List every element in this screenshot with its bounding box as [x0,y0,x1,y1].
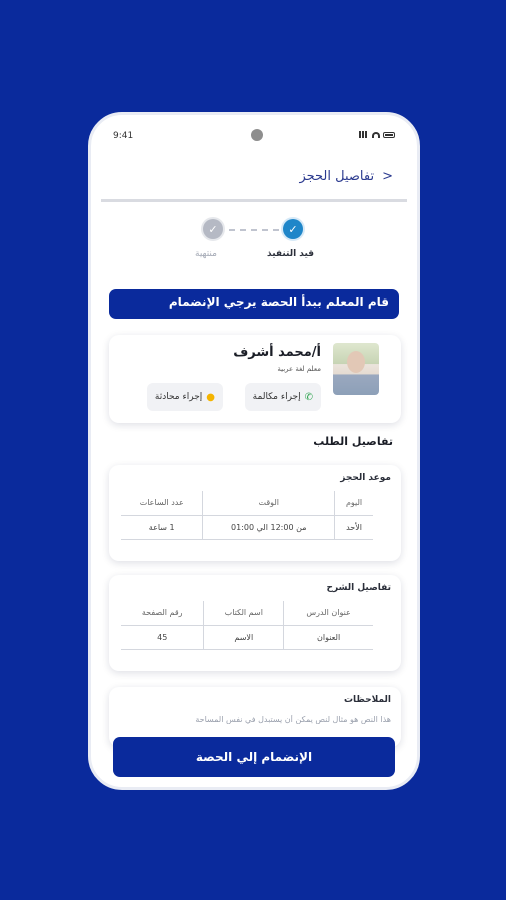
notes-card-title: الملاحظات [343,695,391,705]
table-cell: عدد الساعات [121,491,203,515]
wifi-icon [372,132,380,138]
progress-stepper [191,219,331,269]
table-cell: رقم الصفحة [121,601,204,625]
table-cell: الاسم [204,625,284,649]
booking-table [121,491,373,540]
table-cell: العنوان [284,625,373,649]
header-divider [101,199,407,202]
chat-button[interactable] [147,383,223,411]
request-details-title: تفاصيل الطلب [313,435,393,448]
back-button[interactable] [299,169,393,184]
phone-icon: ✆ [304,391,313,403]
step-active-check-icon: ✓ [283,219,303,239]
table-cell: اسم الكتاب [204,601,284,625]
table-header-row [121,601,373,625]
teacher-avatar [333,343,379,395]
step-done-label: منتهية [195,249,217,259]
step-connector [229,229,279,231]
table-row [121,625,373,649]
chat-bubble-icon: ● [206,391,215,403]
teacher-subject: معلم لغة عربية [277,365,321,373]
table-cell: 1 ساعة [121,515,203,539]
battery-icon [383,132,395,138]
table-cell: اليوم [335,491,373,515]
status-time: 9:41 [113,131,134,141]
booking-card-title: موعد الحجز [340,473,391,483]
table-row [121,515,373,539]
chat-button-label: إجراء محادثة [154,392,203,402]
table-header-row [121,491,373,515]
lesson-table [121,601,373,650]
camera-icon [251,129,263,141]
table-cell: الوقت [203,491,335,515]
step-active-label: قيد التنفيذ [267,249,315,259]
page-title: تفاصيل الحجز [299,169,375,184]
booking-card [109,465,401,561]
notes-text: هذا النص هو مثال لنص يمكن أن يستبدل في نفس المساحة [195,715,391,724]
table-cell: من 12:00 الي 01:00 [203,515,335,539]
call-button-label: إجراء مكالمة [252,392,301,402]
status-bar [91,125,417,145]
app-header [91,159,417,199]
lesson-card [109,575,401,671]
chevron-back-icon: < [382,169,393,184]
call-button[interactable] [245,383,321,411]
table-cell: الأحد [335,515,373,539]
signal-icon [359,131,369,138]
table-cell: 45 [121,625,204,649]
teacher-card [109,335,401,423]
table-cell: عنوان الدرس [284,601,373,625]
lesson-card-title: تفاصيل الشرح [326,583,391,593]
teacher-name: أ/محمد أشرف [233,345,321,360]
avatar-face [347,351,365,373]
session-started-banner: قام المعلم ببدأ الحصة يرجي الإنضمام [109,289,399,319]
phone-frame [88,112,420,790]
step-done-check-icon: ✓ [203,219,223,239]
status-icons [359,131,395,138]
join-session-button[interactable]: الإنضمام إلي الحصة [113,737,395,777]
